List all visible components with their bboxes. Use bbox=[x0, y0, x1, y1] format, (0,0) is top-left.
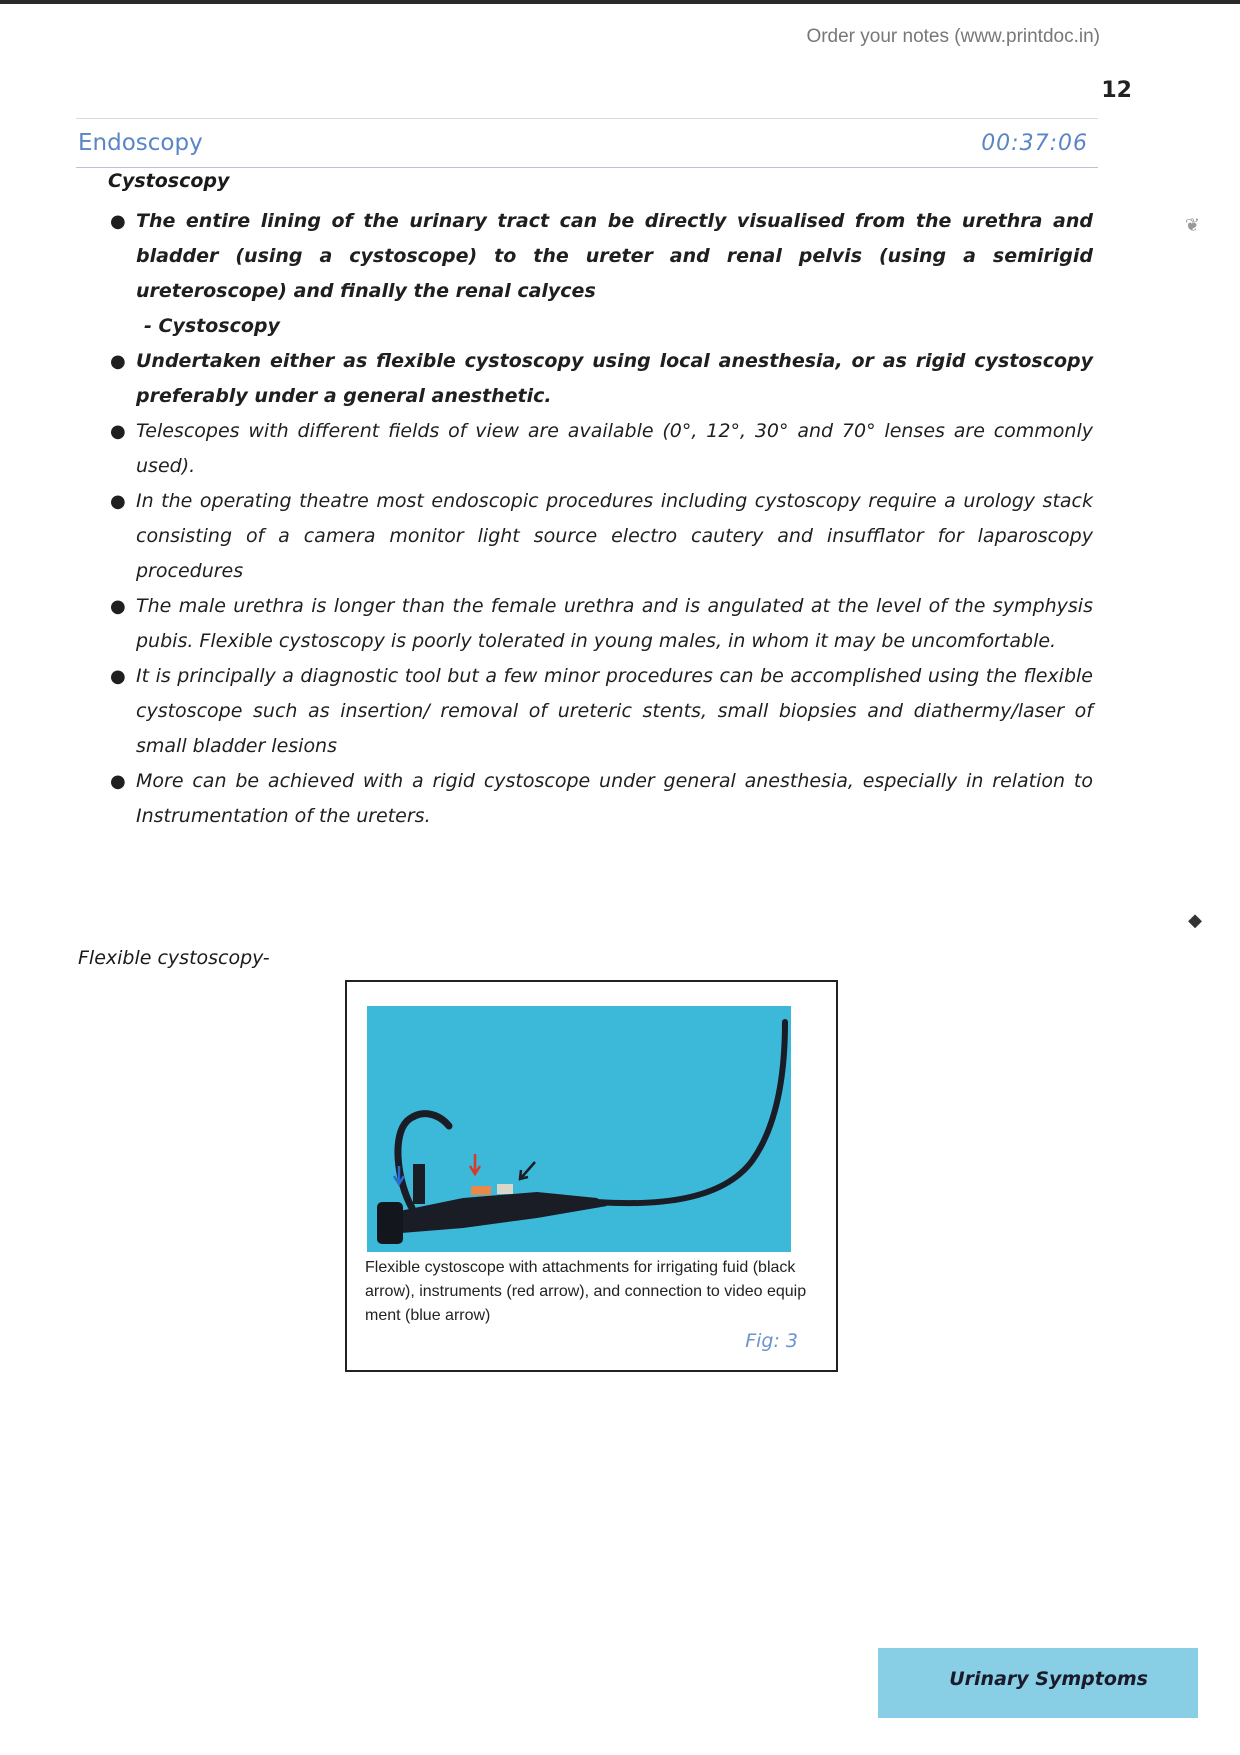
bullet-dot-icon: ● bbox=[110, 351, 126, 372]
bullet-item bbox=[108, 204, 1093, 309]
bullet-dot-icon: ● bbox=[110, 596, 126, 617]
footer-tag bbox=[878, 1648, 1198, 1718]
figure-label: Flexible cystoscopy- bbox=[78, 947, 270, 969]
bullet-item bbox=[108, 764, 1093, 834]
bullet-text: In the operating theatre most endoscopic procedures including cystoscopy require a urology stack consisting of a camera monitor light source electro cautery and insufflator for laparoscopy procedures bbox=[136, 490, 1093, 582]
cystoscope-photo bbox=[367, 1006, 791, 1252]
bullet-item bbox=[108, 414, 1093, 484]
bullet-text: More can be achieved with a rigid cystoscope under general anesthesia, especially in relation to Instrumentation of the ureters. bbox=[136, 770, 1093, 827]
figure-box bbox=[345, 980, 838, 1372]
footer-label: Urinary Symptoms bbox=[949, 1668, 1148, 1690]
bullet-list bbox=[108, 204, 1093, 834]
bullet-subitem bbox=[108, 309, 1093, 344]
bullet-dot-icon: ● bbox=[110, 491, 126, 512]
section-timestamp: 00:37:06 bbox=[981, 131, 1088, 156]
bullet-text: - Cystoscopy bbox=[144, 315, 280, 337]
figure-reference: Fig: 3 bbox=[745, 1330, 798, 1352]
bullet-item bbox=[108, 659, 1093, 764]
bullet-text: The male urethra is longer than the female urethra and is angulated at the level of the symphysis pubis. Flexible cystoscopy is poorly tolerated in young males, in whom it may be uncomfortable. bbox=[136, 595, 1093, 652]
bullet-text: It is principally a diagnostic tool but a few minor procedures can be accomplished using the flexible cystoscope such as insertion/ removal of ureteric stents, small biopsies and diathermy/laser of small bladder lesions bbox=[136, 665, 1093, 757]
site-note: Order your notes (www.printdoc.in) bbox=[806, 26, 1100, 47]
section-header bbox=[76, 118, 1098, 168]
scope-lever bbox=[413, 1164, 425, 1204]
scan-mark-icon: ❦ bbox=[1184, 215, 1200, 236]
bullet-dot-icon: ● bbox=[110, 666, 126, 687]
scope-handle bbox=[377, 1202, 403, 1244]
section-title: Endoscopy bbox=[78, 130, 203, 156]
bullet-dot-icon: ● bbox=[110, 421, 126, 442]
figure-caption: Flexible cystoscope with attachments for irrigating fuid (black arrow), instruments (red arrow), and connection to video equip ment (blue arrow) bbox=[365, 1259, 807, 1324]
bullet-text: Telescopes with different fields of view are available (0°, 12°, 30° and 70° lenses are commonly used). bbox=[136, 420, 1093, 477]
bullet-dot-icon: ● bbox=[110, 211, 126, 232]
bullet-item bbox=[108, 344, 1093, 414]
bullet-text: The entire lining of the urinary tract can be directly visualised from the urethra and bladder (using a cystoscope) to the ureter and renal pelvis (using a semirigid ureteroscope) and finally the renal calyces bbox=[136, 210, 1093, 302]
bullet-text: Undertaken either as flexible cystoscopy using local anesthesia, or as rigid cystoscopy preferably under a general anesthetic. bbox=[136, 350, 1093, 407]
bullet-item bbox=[108, 589, 1093, 659]
port-attachment bbox=[497, 1184, 513, 1194]
page-number: 12 bbox=[1101, 78, 1132, 103]
scan-edge bbox=[0, 0, 1240, 4]
bullet-dot-icon: ● bbox=[110, 771, 126, 792]
subheading: Cystoscopy bbox=[108, 170, 230, 192]
bullet-item bbox=[108, 484, 1093, 589]
port-attachment bbox=[471, 1186, 491, 1195]
scan-mark-icon: ◆ bbox=[1188, 910, 1202, 931]
